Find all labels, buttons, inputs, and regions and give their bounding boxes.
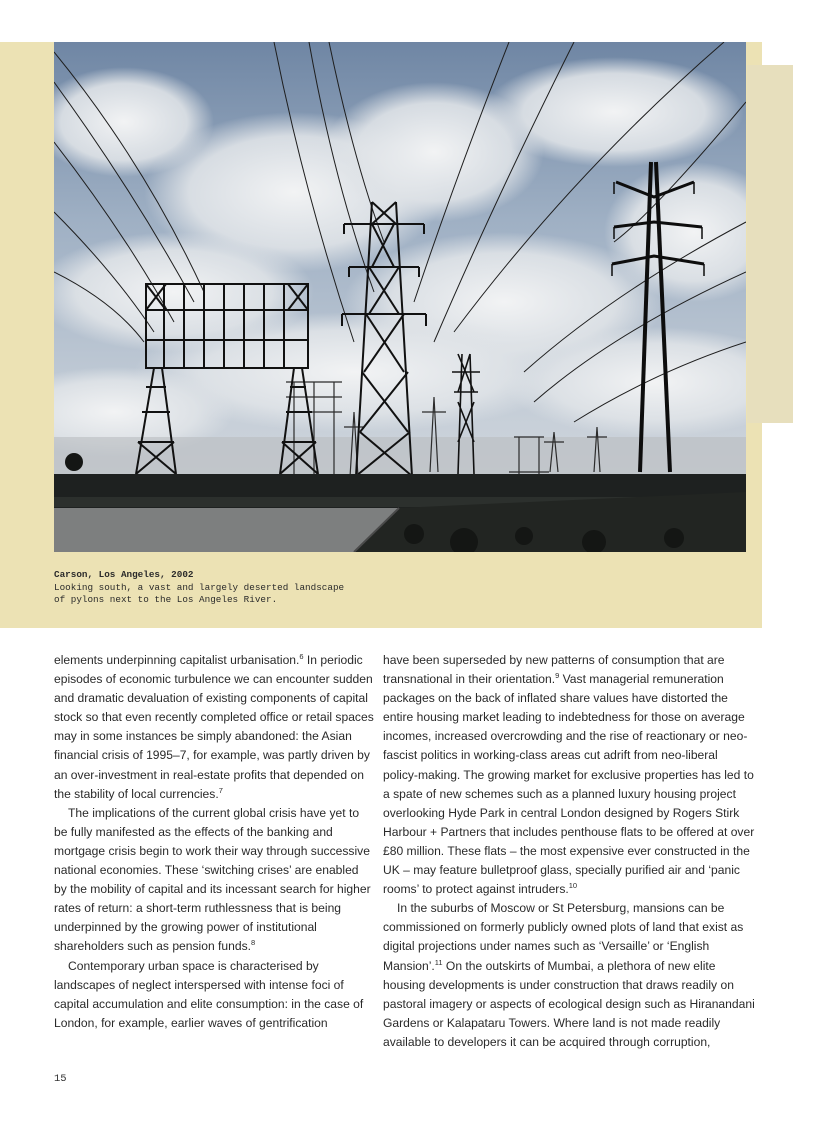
page-number: 15 (54, 1073, 67, 1085)
beige-side-strip (747, 65, 793, 423)
left-text-column (54, 651, 374, 1033)
text-run: The implications of the current global crisis have yet to be fully manifested as the effects of the banking and mortgage crisis begin to work their way through successive national economies. These ‘switching crises’ are enabled by the mobility of capital and its incessant search for higher rates of return: a short-term ruthlessness that is being underpinned by the growing power of institutional shareholders such as pension funds. (54, 805, 371, 954)
text-run: have been superseded by new patterns of consumption that are transnational in their orientation. (383, 653, 725, 687)
text-run: elements underpinning capitalist urbanisation. (54, 653, 300, 667)
photo-carson-pylons (54, 42, 746, 552)
pylon-landscape-image (54, 42, 746, 552)
caption-line: of pylons next to the Los Angeles River. (54, 594, 278, 606)
text-run: Contemporary urban space is characterised by landscapes of neglect interspersed with intense foci of capital accumulation and elite consumption: in the case of London, for example, earlier waves of gentrification (54, 958, 364, 1030)
figure-caption (54, 569, 374, 607)
footnote-ref: 6 (299, 652, 304, 661)
text-run: On the outskirts of Mumbai, a plethora of new elite housing developments is under construction that draws readily on pastoral imagery or aspects of ecological design such as Hiranandani Gardens or Kalapataru Towers. Where land is not made readily available to developers it can be acquired through corruption, (383, 958, 755, 1049)
footnote-ref: 9 (555, 671, 560, 681)
paragraph (54, 651, 374, 804)
caption-title: Carson, Los Angeles, 2002 (54, 569, 194, 580)
paragraph (383, 651, 755, 899)
paragraph (383, 899, 755, 1052)
paragraph (54, 804, 374, 957)
right-text-column (383, 651, 755, 1052)
text-run: In the suburbs of Moscow or St Petersburg, mansions can be commissioned on formerly publicly owned plots of land that exist as digital projections under names such as ‘Versaille’ or ‘English Mansion’. (383, 901, 744, 973)
paragraph (54, 957, 374, 1033)
footnote-ref: 7 (218, 785, 223, 795)
footnote-ref: 11 (434, 957, 443, 967)
text-run: Vast managerial remuneration packages on the back of inflated share values have distorted the entire housing market leading to indebtedness for those on average incomes, increased overcrowding and the rise of reactionary or neo-fascist politics in working-class areas cut adrift from neo-liberal policy-making. The growing market for exclusive properties has led to a spate of new schemes such as a planned luxury housing project overlooking Hyde Park in central London designed by Rogers Stirk Harbour + Partners that includes penthouse flats to be offered at over £80 million. These flats – the most expensive ever constructed in the UK – may feature bulletproof glass, specially purified air and ‘panic rooms’ to protect against intruders. (383, 672, 755, 897)
footnote-ref: 10 (568, 881, 578, 891)
footnote-ref: 8 (250, 938, 256, 948)
caption-line: Looking south, a vast and largely deserted landscape (54, 581, 345, 593)
text-run: In periodic episodes of economic turbulence we can encounter sudden and dramatic devaluation of existing components of capital stock so that even recently completed office or retail spaces may in some instances be simply abandoned: the Asian financial crisis of 1995–7, for example, was partly driven by an over-investment in real-estate profits that depended on the stability of local currencies. (54, 653, 374, 801)
